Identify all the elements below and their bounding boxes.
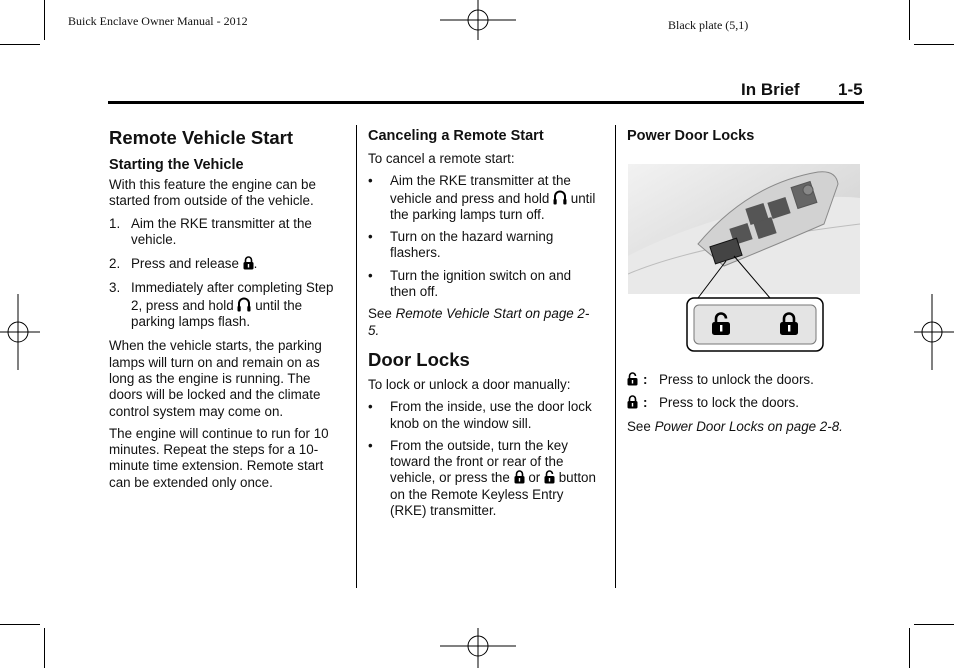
list-item — [368, 399, 600, 432]
lock-icon — [514, 470, 525, 484]
step-text: Aim the RKE transmitter at the vehicle. — [131, 215, 312, 247]
starting-intro: With this feature the engine can be started from outside of the vehicle. — [109, 177, 316, 209]
lock-icon — [243, 256, 254, 270]
bullet-dot: • — [368, 437, 373, 453]
lock-legend-key: : — [627, 395, 647, 411]
see-reference — [368, 306, 600, 339]
door-locks-intro: To lock or unlock a door manually: — [368, 376, 571, 392]
starting-heading: Starting the Vehicle — [109, 157, 244, 173]
step-number: 1. — [109, 215, 121, 231]
list-item — [368, 438, 600, 519]
crop-mark — [909, 628, 910, 668]
header-rule — [108, 101, 864, 104]
column-3 — [627, 127, 867, 145]
cancel-intro: To cancel a remote start: — [368, 151, 515, 166]
list-item — [368, 229, 600, 262]
lock-legend-row — [627, 395, 867, 411]
step-number: 3. — [109, 280, 121, 296]
unlock-legend-row — [627, 372, 867, 388]
crop-mark — [44, 628, 45, 668]
crop-mark — [914, 624, 954, 625]
see-prefix: See — [368, 306, 392, 322]
starting-para2: When the vehicle starts, the parking lamps will turn on and remain on as long as the engine is running. The doors will be locked and the climate control system may come on. — [109, 338, 322, 419]
registration-mark-left — [0, 294, 40, 370]
starting-para3: The engine will continue to run for 10 minutes. Repeat the steps for a 10-minute time extension. Remote start can be extended only once. — [109, 425, 329, 490]
door-locks-title: Door Locks — [368, 348, 470, 370]
see-link[interactable]: Remote Vehicle Start on page 2-5. — [368, 306, 590, 338]
remote-start-icon — [237, 297, 251, 312]
registration-mark-top — [440, 0, 516, 44]
step-item — [109, 280, 345, 330]
see-prefix: See — [627, 418, 651, 434]
crop-mark — [0, 44, 40, 45]
list-item — [368, 173, 600, 223]
crop-mark — [0, 624, 40, 625]
bullet-dot: • — [368, 399, 373, 415]
manual-title: Buick Enclave Owner Manual - 2012 — [68, 14, 248, 28]
cancel-heading: Canceling a Remote Start — [368, 128, 544, 144]
column-1 — [109, 127, 345, 497]
column-2 — [368, 127, 600, 525]
unlock-description: Press to unlock the doors. — [659, 372, 814, 387]
unlock-icon — [544, 470, 555, 484]
unlock-icon — [627, 372, 638, 386]
see-reference — [627, 419, 867, 435]
step-text: Immediately after completing Step 2, press and hold — [131, 280, 334, 313]
column-divider — [615, 125, 616, 588]
unlock-legend-key: : — [627, 372, 647, 388]
registration-mark-right — [914, 294, 954, 370]
step-item — [109, 216, 345, 249]
page-number: 1-5 — [838, 80, 863, 99]
bullet-text: From the outside, turn the key toward the front or rear of the vehicle, or press the — [390, 437, 568, 486]
crop-mark — [909, 0, 910, 40]
bullet-text: until the parking lamps turn off. — [390, 190, 596, 222]
column-divider — [356, 125, 357, 588]
step-item — [109, 256, 345, 272]
see-link[interactable]: Power Door Locks on page 2-8. — [654, 418, 843, 434]
step-text-end: . — [253, 256, 258, 272]
bullet-dot: • — [368, 173, 373, 189]
door-lock-switch-illustration — [628, 164, 862, 354]
bullet-dot: • — [368, 229, 373, 245]
power-locks-legend — [627, 372, 867, 441]
remote-start-title: Remote Vehicle Start — [109, 127, 294, 148]
lock-description: Press to lock the doors. — [659, 395, 799, 411]
power-locks-heading: Power Door Locks — [627, 128, 755, 144]
crop-mark — [44, 0, 45, 40]
bullet-text: or — [528, 470, 541, 486]
registration-mark-bottom — [440, 626, 516, 668]
remote-start-icon — [553, 190, 567, 205]
bullet-text: Turn on the hazard warning flashers. — [390, 229, 554, 261]
step-text-end: until the parking lamps flash. — [131, 297, 303, 330]
plate-label: Black plate (5,1) — [668, 18, 749, 32]
lock-icon — [627, 395, 638, 409]
section-name: In Brief — [741, 80, 800, 99]
bullet-text: Turn the ignition switch on and then off. — [390, 267, 572, 300]
bullet-dot: • — [368, 267, 373, 283]
bullet-text: button on the Remote Keyless Entry (RKE) transmitter. — [390, 470, 596, 519]
bullet-text: From the inside, use the door lock knob on the window sill. — [390, 399, 592, 431]
bullet-text: Aim the RKE transmitter at the vehicle and press and hold — [390, 173, 571, 206]
crop-mark — [914, 44, 954, 45]
step-text: Press and release — [131, 256, 239, 272]
list-item — [368, 268, 600, 301]
step-number: 2. — [109, 256, 121, 272]
